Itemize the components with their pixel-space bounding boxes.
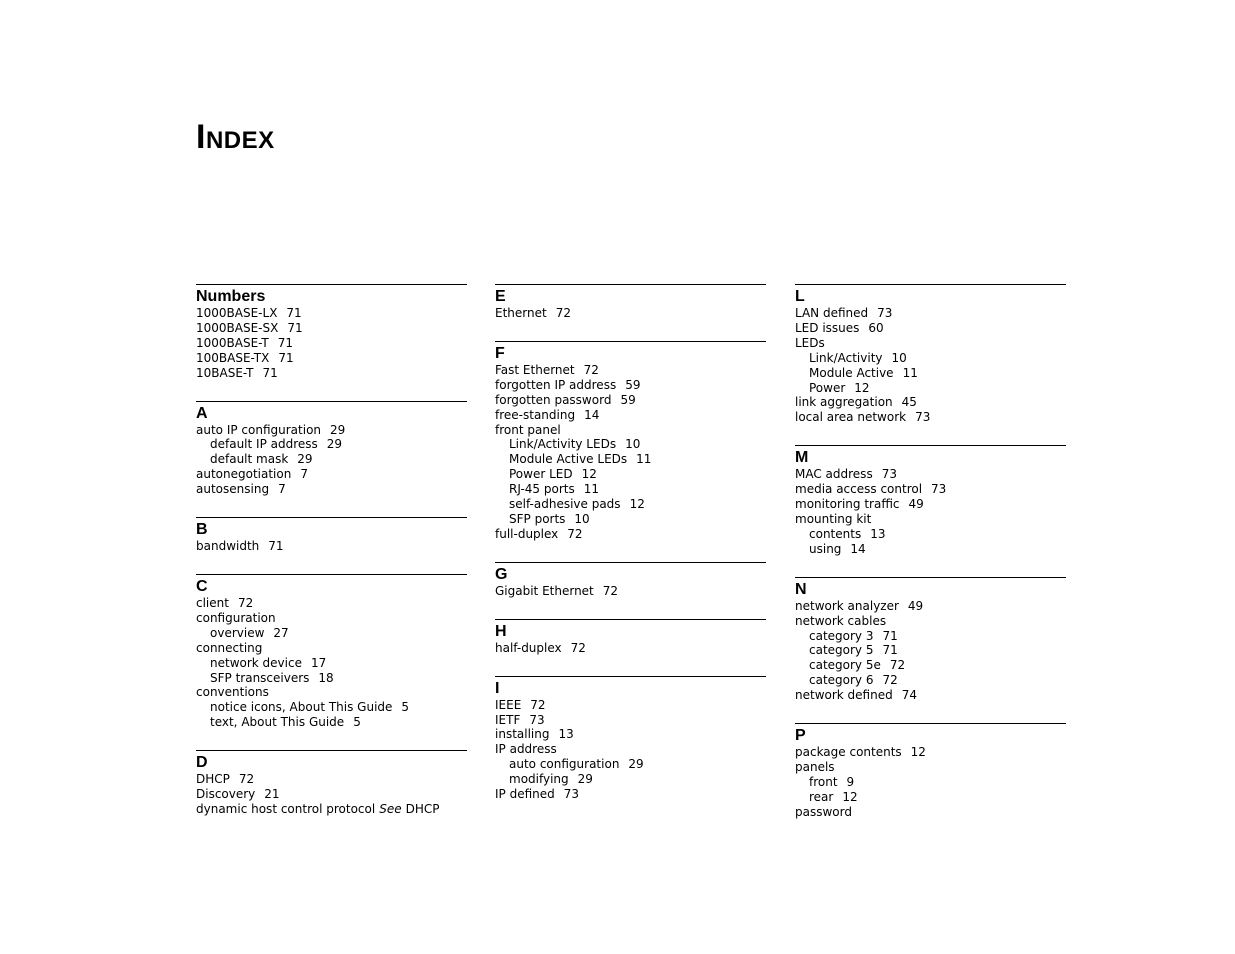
- entry-term: free-standing: [495, 407, 576, 422]
- page-title-initial: I: [196, 118, 206, 156]
- section-heading: Numbers: [196, 288, 266, 305]
- index-subentry: [795, 658, 1066, 673]
- entry-term: text, About This Guide: [210, 715, 345, 730]
- index-section: [196, 401, 467, 498]
- entry-term: full-duplex: [495, 526, 559, 541]
- index-subentry: [795, 775, 1066, 790]
- index-entry: [795, 760, 1066, 775]
- index-subentry: [795, 366, 1066, 381]
- entry-term: modifying: [509, 772, 569, 787]
- entry-term: network cables: [795, 613, 887, 628]
- entry-term: 100BASE-TX: [196, 350, 270, 365]
- index-entry: [495, 363, 766, 378]
- index-section: [495, 341, 766, 542]
- index-subentry: [495, 757, 766, 772]
- index-entry: [196, 467, 467, 482]
- entry-term: default IP address: [210, 437, 318, 452]
- index-entry: [196, 336, 467, 351]
- index-entry: [795, 395, 1066, 410]
- entry-page-number: 72: [583, 362, 599, 377]
- entry-term: network analyzer: [795, 598, 899, 613]
- entry-page-number: 72: [889, 658, 906, 673]
- index-subentry: [196, 626, 467, 641]
- entry-term: LAN defined: [795, 306, 869, 320]
- index-subentry: [795, 790, 1066, 805]
- entry-page-number: 21: [264, 787, 280, 802]
- entry-page-number: 10: [625, 437, 641, 452]
- entry-page-number: 71: [882, 643, 898, 658]
- entry-term: Ethernet: [495, 306, 547, 320]
- entry-page-number: 12: [854, 380, 870, 395]
- entry-page-number: 71: [262, 365, 278, 380]
- index-subentry: [196, 656, 467, 671]
- entry-page-number: 12: [842, 789, 858, 804]
- entry-term: network defined: [795, 688, 893, 703]
- index-entry: [795, 497, 1066, 512]
- entry-term: overview: [210, 625, 265, 640]
- entry-page-number: 71: [286, 306, 302, 320]
- index-section: [196, 284, 467, 381]
- entry-term: notice icons, About This Guide: [210, 700, 393, 715]
- entry-term: 1000BASE-T: [196, 335, 269, 350]
- index-section: [495, 619, 766, 656]
- entry-page-number: 72: [237, 595, 254, 610]
- entry-term: 10BASE-T: [196, 365, 254, 380]
- index-subentry: [795, 629, 1066, 644]
- entry-term: using: [809, 541, 842, 556]
- index-entry: [795, 745, 1066, 760]
- entry-page-number: 59: [620, 392, 636, 407]
- index-subentry: [495, 772, 766, 787]
- entry-term: category 5e: [809, 658, 881, 673]
- index-section: [795, 723, 1066, 820]
- entry-term: self-adhesive pads: [509, 497, 621, 512]
- entry-page-number: 72: [570, 640, 586, 655]
- entry-term: half-duplex: [495, 640, 562, 655]
- entry-term: Fast Ethernet: [495, 362, 575, 377]
- entry-page-number: 73: [529, 712, 545, 727]
- entry-term: autonegotiation: [196, 467, 292, 482]
- entry-page-number: 74: [901, 688, 917, 703]
- entry-term: monitoring traffic: [795, 497, 900, 512]
- entry-page-number: 29: [628, 757, 644, 772]
- entry-page-number: 5: [401, 700, 410, 715]
- entry-page-number: 11: [902, 365, 918, 380]
- index-entry: [495, 713, 766, 728]
- index-entry: [795, 321, 1066, 336]
- section-heading: P: [795, 727, 806, 745]
- entry-term: Link/Activity LEDs: [509, 437, 617, 452]
- entry-term: configuration: [196, 610, 276, 625]
- entry-term: contents: [809, 526, 862, 541]
- entry-page-number: 18: [318, 670, 334, 685]
- index-entry: [795, 688, 1066, 703]
- index-section: [196, 517, 467, 554]
- index-subentry: [795, 527, 1066, 542]
- index-entry: [795, 512, 1066, 527]
- entry-term: local area network: [795, 410, 907, 425]
- section-heading: C: [196, 577, 208, 595]
- entry-page-number: 72: [882, 673, 898, 688]
- index-entry: [795, 336, 1066, 351]
- index-subentry: [795, 643, 1066, 658]
- index-entry: [196, 306, 467, 321]
- entry-term: IETF: [495, 712, 521, 727]
- entry-page-number: 11: [636, 452, 652, 467]
- entry-page-number: 13: [870, 526, 886, 541]
- index-subentry: [495, 437, 766, 452]
- index-entry: [196, 611, 467, 626]
- entry-page-number: 29: [577, 772, 593, 787]
- index-column-3: [795, 284, 1066, 840]
- index-entry: [495, 408, 766, 423]
- entry-page-number: 72: [530, 697, 546, 712]
- entry-term: connecting: [196, 640, 263, 655]
- entry-page-number: 10: [574, 511, 590, 526]
- section-heading: A: [196, 404, 208, 422]
- index-entry: [196, 423, 467, 438]
- index-entry: [196, 321, 467, 336]
- entry-term: Power LED: [509, 467, 573, 482]
- index-entry: [795, 410, 1066, 425]
- index-entry: [495, 698, 766, 713]
- section-heading: F: [495, 344, 505, 362]
- index-column-2: [495, 284, 766, 822]
- index-entry: [495, 423, 766, 438]
- entry-page-number: 73: [915, 410, 931, 425]
- section-heading: G: [495, 565, 508, 583]
- entry-page-number: 7: [278, 482, 286, 497]
- index-subentry: [196, 700, 467, 715]
- index-entry: [196, 351, 467, 366]
- entry-term: front: [809, 774, 838, 789]
- index-subentry: [196, 715, 467, 730]
- index-entry: [795, 614, 1066, 629]
- section-heading: M: [795, 449, 809, 467]
- index-entry: [495, 393, 766, 408]
- entry-term: Module Active: [809, 365, 894, 380]
- entry-page-number: 73: [877, 306, 893, 320]
- index-section: [196, 574, 467, 730]
- entry-page-number: 10: [891, 350, 907, 365]
- index-section: [495, 284, 766, 321]
- index-entry: [196, 787, 467, 802]
- index-entry: [196, 539, 467, 554]
- index-subentry: [495, 452, 766, 467]
- entry-term: installing: [495, 727, 550, 742]
- entry-page-number: 71: [268, 539, 284, 554]
- entry-term: forgotten IP address: [495, 377, 617, 392]
- index-column-1: [196, 284, 467, 837]
- index-section: [795, 445, 1066, 556]
- index-entry: [196, 772, 467, 787]
- entry-term: Gigabit Ethernet: [495, 583, 594, 598]
- section-heading: E: [495, 288, 506, 305]
- page-title: [196, 116, 275, 162]
- entry-page-number: 72: [555, 306, 571, 320]
- index-entry: [196, 596, 467, 611]
- entry-page-number: 29: [326, 437, 343, 452]
- index-entry: [795, 805, 1066, 820]
- section-heading: I: [495, 679, 500, 697]
- entry-term: LEDs: [795, 335, 825, 350]
- entry-term: rear: [809, 789, 834, 804]
- entry-page-number: 72: [602, 583, 619, 598]
- index-subentry: [495, 497, 766, 512]
- entry-term: package contents: [795, 745, 902, 760]
- entry-page-number: 12: [581, 467, 597, 482]
- entry-page-number: 14: [584, 407, 600, 422]
- entry-term: password: [795, 804, 852, 819]
- entry-page-number: 73: [881, 467, 897, 482]
- entry-term: Discovery: [196, 787, 256, 802]
- section-heading: N: [795, 580, 807, 598]
- entry-term: auto IP configuration: [196, 422, 322, 437]
- entry-term: LED issues: [795, 320, 860, 335]
- entry-term: mounting kit: [795, 511, 872, 526]
- page-title-rest: NDEX: [205, 127, 275, 154]
- entry-page-number: 12: [910, 745, 926, 760]
- index-entry: [495, 641, 766, 656]
- entry-page-number: 7: [300, 467, 308, 482]
- section-heading: H: [495, 622, 507, 640]
- entry-page-number: 9: [846, 774, 855, 789]
- entry-page-number: 5: [353, 715, 361, 730]
- index-subentry: [795, 381, 1066, 396]
- entry-term: IP defined: [495, 787, 555, 802]
- entry-page-number: 29: [297, 452, 313, 467]
- entry-page-number: 27: [273, 625, 289, 640]
- entry-page-number: 17: [310, 655, 327, 670]
- entry-term: Power: [809, 380, 846, 395]
- index-entry: [795, 467, 1066, 482]
- index-section: [495, 562, 766, 599]
- entry-page-number: 71: [277, 335, 294, 350]
- entry-page-number: 71: [882, 628, 898, 643]
- section-heading: L: [795, 288, 805, 305]
- entry-page-number: 29: [330, 422, 346, 437]
- entry-page-number: 60: [868, 320, 884, 335]
- entry-term: dynamic host control protocol: [196, 801, 376, 816]
- index-entry: [495, 527, 766, 542]
- entry-term: Link/Activity: [809, 350, 883, 365]
- entry-page-number: 49: [907, 598, 924, 613]
- index-subentry: [196, 671, 467, 686]
- entry-page-number: 59: [625, 377, 641, 392]
- entry-page-number: 45: [901, 395, 917, 410]
- entry-term: conventions: [196, 685, 269, 700]
- index-entry: [795, 306, 1066, 321]
- entry-term: bandwidth: [196, 539, 260, 554]
- index-entry: [495, 584, 766, 599]
- entry-page-number: 14: [850, 541, 866, 556]
- entry-page-number: 49: [908, 497, 924, 512]
- entry-see-target: DHCP: [405, 801, 440, 816]
- index-entry: [196, 366, 467, 381]
- index-subentry: [495, 467, 766, 482]
- index-subentry: [495, 512, 766, 527]
- entry-term: forgotten password: [495, 392, 612, 407]
- section-heading: D: [196, 754, 208, 772]
- index-entry: [495, 742, 766, 757]
- entry-term: front panel: [495, 422, 561, 437]
- entry-page-number: 73: [931, 482, 947, 497]
- index-subentry: [795, 673, 1066, 688]
- index-entry: [196, 802, 467, 817]
- index-section: [795, 284, 1066, 425]
- index-entry: [196, 482, 467, 497]
- entry-term: MAC address: [795, 467, 873, 482]
- index-subentry: [795, 542, 1066, 557]
- entry-page-number: 73: [563, 787, 580, 802]
- index-entry: [795, 482, 1066, 497]
- entry-term: media access control: [795, 482, 923, 497]
- entry-term: autosensing: [196, 482, 270, 497]
- entry-term: link aggregation: [795, 395, 893, 410]
- entry-term: 1000BASE-SX: [196, 320, 279, 335]
- entry-page-number: 72: [567, 526, 583, 541]
- section-heading: B: [196, 521, 208, 539]
- entry-page-number: 71: [278, 350, 294, 365]
- entry-term: network device: [210, 655, 302, 670]
- entry-page-number: 71: [287, 320, 303, 335]
- entry-see-label: See: [379, 801, 402, 816]
- entry-term: panels: [795, 759, 835, 774]
- index-subentry: [196, 452, 467, 467]
- entry-page-number: 11: [583, 482, 599, 497]
- index-section: [795, 577, 1066, 703]
- index-subentry: [795, 351, 1066, 366]
- index-entry: [495, 378, 766, 393]
- entry-page-number: 12: [629, 497, 645, 512]
- entry-term: category 3: [809, 628, 874, 643]
- entry-page-number: 72: [238, 772, 255, 787]
- index-entry: [196, 685, 467, 700]
- entry-term: Module Active LEDs: [509, 452, 628, 467]
- entry-term: client: [196, 595, 229, 610]
- entry-term: SFP ports: [509, 511, 566, 526]
- entry-term: default mask: [210, 452, 289, 467]
- index-section: [196, 750, 467, 817]
- index-subentry: [495, 482, 766, 497]
- index-entry: [495, 727, 766, 742]
- entry-page-number: 13: [558, 727, 574, 742]
- entry-term: IEEE: [495, 697, 522, 712]
- entry-term: IP address: [495, 742, 557, 757]
- index-subentry: [196, 437, 467, 452]
- index-section: [495, 676, 766, 802]
- entry-term: RJ-45 ports: [509, 482, 575, 497]
- index-entry: [495, 306, 766, 321]
- entry-term: auto configuration: [509, 757, 620, 772]
- index-entry: [495, 787, 766, 802]
- index-entry: [795, 599, 1066, 614]
- entry-term: 1000BASE-LX: [196, 306, 278, 320]
- entry-term: category 6: [809, 673, 874, 688]
- entry-term: category 5: [809, 643, 874, 658]
- entry-term: SFP transceivers: [210, 670, 310, 685]
- entry-term: DHCP: [196, 772, 230, 787]
- index-entry: [196, 641, 467, 656]
